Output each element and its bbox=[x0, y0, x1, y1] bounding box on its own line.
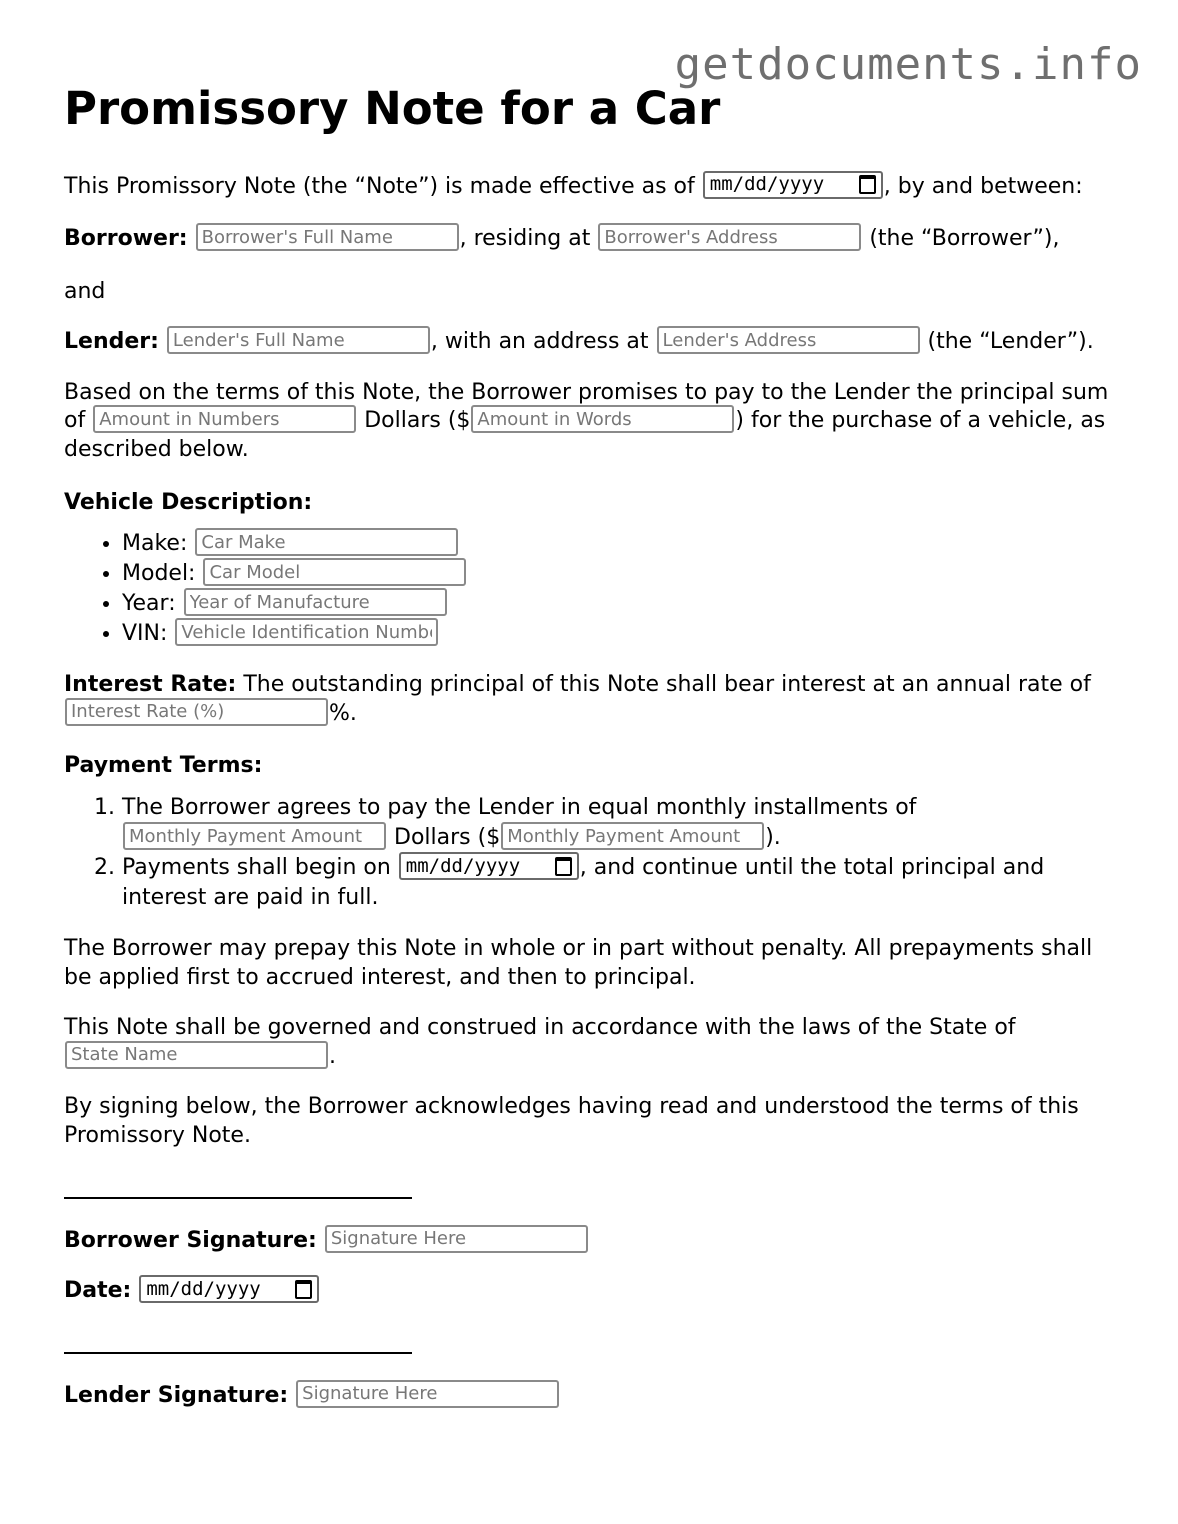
borrower-signature-label: Borrower Signature: bbox=[64, 1227, 317, 1253]
lender-paragraph bbox=[64, 328, 1124, 357]
page-title: Promissory Note for a Car bbox=[64, 82, 721, 135]
interest-rate-input[interactable] bbox=[65, 698, 328, 726]
date-text: mm/dd/yyyy bbox=[405, 855, 521, 878]
borrower-signature-line bbox=[64, 1197, 412, 1199]
borrower-label: Borrower: bbox=[64, 226, 188, 252]
lender-end-text: (the “Lender”). bbox=[927, 329, 1094, 355]
principal-text-3: ) for the purchase of a vehicle, as described below. bbox=[64, 408, 1106, 463]
payment-mid-text: Dollars ($ bbox=[394, 825, 501, 851]
and-text: and bbox=[64, 278, 106, 304]
watermark: getdocuments.info bbox=[674, 39, 1142, 90]
intro-paragraph bbox=[64, 173, 1124, 202]
borrower-middle-text: , residing at bbox=[459, 226, 591, 252]
lender-middle-text: , with an address at bbox=[430, 329, 649, 355]
intro-text: This Promissory Note (the “Note”) is made effective as of bbox=[64, 173, 695, 199]
borrower-signature-row bbox=[64, 1227, 1124, 1256]
calendar-icon[interactable] bbox=[295, 1280, 312, 1299]
borrower-address-input[interactable] bbox=[598, 223, 861, 251]
payment-heading: Payment Terms: bbox=[64, 753, 263, 779]
date-text: mm/dd/yyyy bbox=[709, 173, 825, 196]
principal-text: Based on the terms of this Note, the Borrower promises to pay to the Lender the principal sum of bbox=[64, 379, 1109, 434]
vehicle-heading: Vehicle Description: bbox=[64, 489, 313, 515]
car-model-input[interactable] bbox=[203, 558, 466, 586]
list-item bbox=[122, 853, 1124, 913]
signature-date-field[interactable] bbox=[139, 1275, 319, 1303]
payment-text-2: Payments shall begin on bbox=[122, 855, 391, 881]
vehicle-list bbox=[64, 529, 1124, 649]
date-label: Date: bbox=[64, 1278, 132, 1304]
payment-start-date-field[interactable] bbox=[399, 852, 579, 880]
monthly-payment-numbers-input[interactable] bbox=[123, 822, 386, 850]
list-item bbox=[122, 589, 1124, 619]
intro-text-after: , by and between: bbox=[883, 173, 1083, 199]
vin-input[interactable] bbox=[175, 618, 438, 646]
borrower-signature-input[interactable] bbox=[325, 1225, 588, 1253]
interest-text: The outstanding principal of this Note shall bear interest at an annual rate of bbox=[243, 672, 1091, 698]
governing-end: . bbox=[329, 1043, 336, 1069]
list-item bbox=[122, 529, 1124, 559]
effective-date-field[interactable] bbox=[703, 171, 883, 199]
year-input[interactable] bbox=[184, 588, 447, 616]
car-make-input[interactable] bbox=[195, 528, 458, 556]
calendar-icon[interactable] bbox=[859, 175, 876, 194]
interest-label: Interest Rate: bbox=[64, 672, 237, 698]
payment-list bbox=[64, 793, 1124, 913]
interest-paragraph bbox=[64, 671, 1124, 728]
monthly-payment-words-input[interactable] bbox=[501, 822, 764, 850]
lender-label: Lender: bbox=[64, 329, 159, 355]
list-item bbox=[122, 559, 1124, 589]
payment-text-2-end: , and continue until the total principal and interest are paid in full. bbox=[122, 855, 1045, 911]
date-text: mm/dd/yyyy bbox=[146, 1277, 261, 1300]
list-item bbox=[122, 793, 1124, 853]
borrower-name-input[interactable] bbox=[196, 223, 459, 251]
governing-paragraph bbox=[64, 1014, 1124, 1071]
state-name-input[interactable] bbox=[65, 1041, 328, 1069]
amount-words-input[interactable] bbox=[471, 405, 734, 433]
lender-signature-line bbox=[64, 1352, 412, 1354]
principal-paragraph bbox=[64, 379, 1124, 465]
prepay-paragraph: The Borrower may prepay this Note in whole or in part without penalty. All prepayments shall be applied first to accrued interest, and then to principal. bbox=[64, 936, 1093, 990]
lender-address-input[interactable] bbox=[657, 326, 920, 354]
lender-signature-row bbox=[64, 1382, 1124, 1411]
payment-text-1: The Borrower agrees to pay the Lender in equal monthly installments of bbox=[122, 795, 917, 821]
lender-signature-input[interactable] bbox=[296, 1380, 559, 1408]
payment-end-text: ). bbox=[765, 825, 781, 851]
governing-text: This Note shall be governed and construed in accordance with the laws of the State of bbox=[64, 1015, 1016, 1041]
document bbox=[64, 80, 1124, 1410]
make-label: Make: bbox=[122, 531, 188, 557]
vin-label: VIN: bbox=[122, 621, 168, 647]
date-row bbox=[64, 1277, 1124, 1306]
lender-name-input[interactable] bbox=[167, 326, 430, 354]
calendar-icon[interactable] bbox=[555, 857, 572, 876]
interest-suffix: %. bbox=[329, 700, 357, 726]
model-label: Model: bbox=[122, 561, 196, 587]
year-label: Year: bbox=[122, 591, 176, 617]
borrower-end-text: (the “Borrower”), bbox=[869, 226, 1060, 252]
borrower-paragraph bbox=[64, 225, 1124, 254]
acknowledge-paragraph: By signing below, the Borrower acknowledges having read and understood the terms of this Promissory Note. bbox=[64, 1094, 1079, 1148]
list-item bbox=[122, 619, 1124, 649]
lender-signature-label: Lender Signature: bbox=[64, 1382, 289, 1408]
principal-text-2: Dollars ($ bbox=[364, 408, 471, 434]
amount-numbers-input[interactable] bbox=[93, 405, 356, 433]
